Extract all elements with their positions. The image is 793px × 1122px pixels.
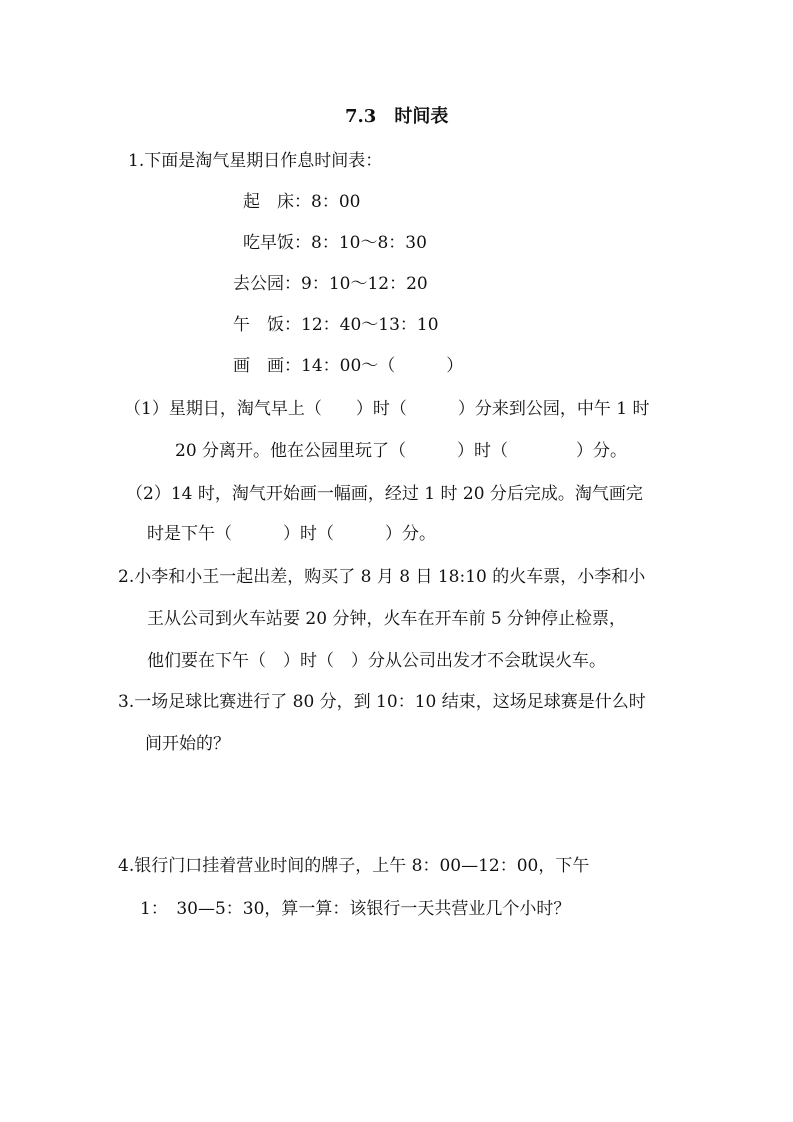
schedule-item-park: 去公园：9：10～12：20: [233, 274, 428, 294]
q4-line2: 1： 30—5：30，算一算：该银行一天共营业几个小时？: [140, 899, 571, 919]
q3-line1: 3.一场足球比赛进行了 80 分，到 10：10 结束，这场足球赛是什么时: [118, 692, 646, 712]
q1-part1-line2: 20 分离开。他在公园里玩了（ ）时（ ）分。: [175, 441, 628, 461]
schedule-item-breakfast: 吃早饭：8：10～8：30: [243, 233, 427, 253]
q1-part2-line2: 时是下午（ ）时（ ）分。: [147, 524, 436, 544]
q1-part1-line1: （1）星期日，淘气早上（ ）时（ ）分来到公园，中午 1 时: [124, 399, 650, 419]
q1-part2-line1: （2）14 时，淘气开始画一幅画，经过 1 时 20 分后完成。淘气画完: [126, 484, 643, 504]
q1-intro: 1.下面是淘气星期日作息时间表：: [128, 151, 383, 171]
q4-line1: 4.银行门口挂着营业时间的牌子，上午 8：00—12：00，下午: [118, 856, 590, 876]
page-title: 7.3 时间表: [345, 106, 449, 127]
schedule-item-lunch: 午 饭：12：40～13：10: [233, 315, 439, 335]
q2-line3: 他们要在下午（ ）时（ ）分从公司出发才不会耽误火车。: [147, 651, 606, 671]
schedule-item-wake: 起 床：8：00: [243, 192, 361, 212]
q3-line2: 间开始的？: [145, 734, 230, 754]
q2-line1: 2.小李和小王一起出差，购买了 8 月 8 日 18:10 的火车票，小李和小: [118, 567, 646, 587]
schedule-item-drawing: 画 画：14：00～（ ）: [233, 356, 464, 376]
q2-line2: 王从公司到火车站要 20 分钟，火车在开车前 5 分钟停止检票，: [147, 609, 627, 629]
